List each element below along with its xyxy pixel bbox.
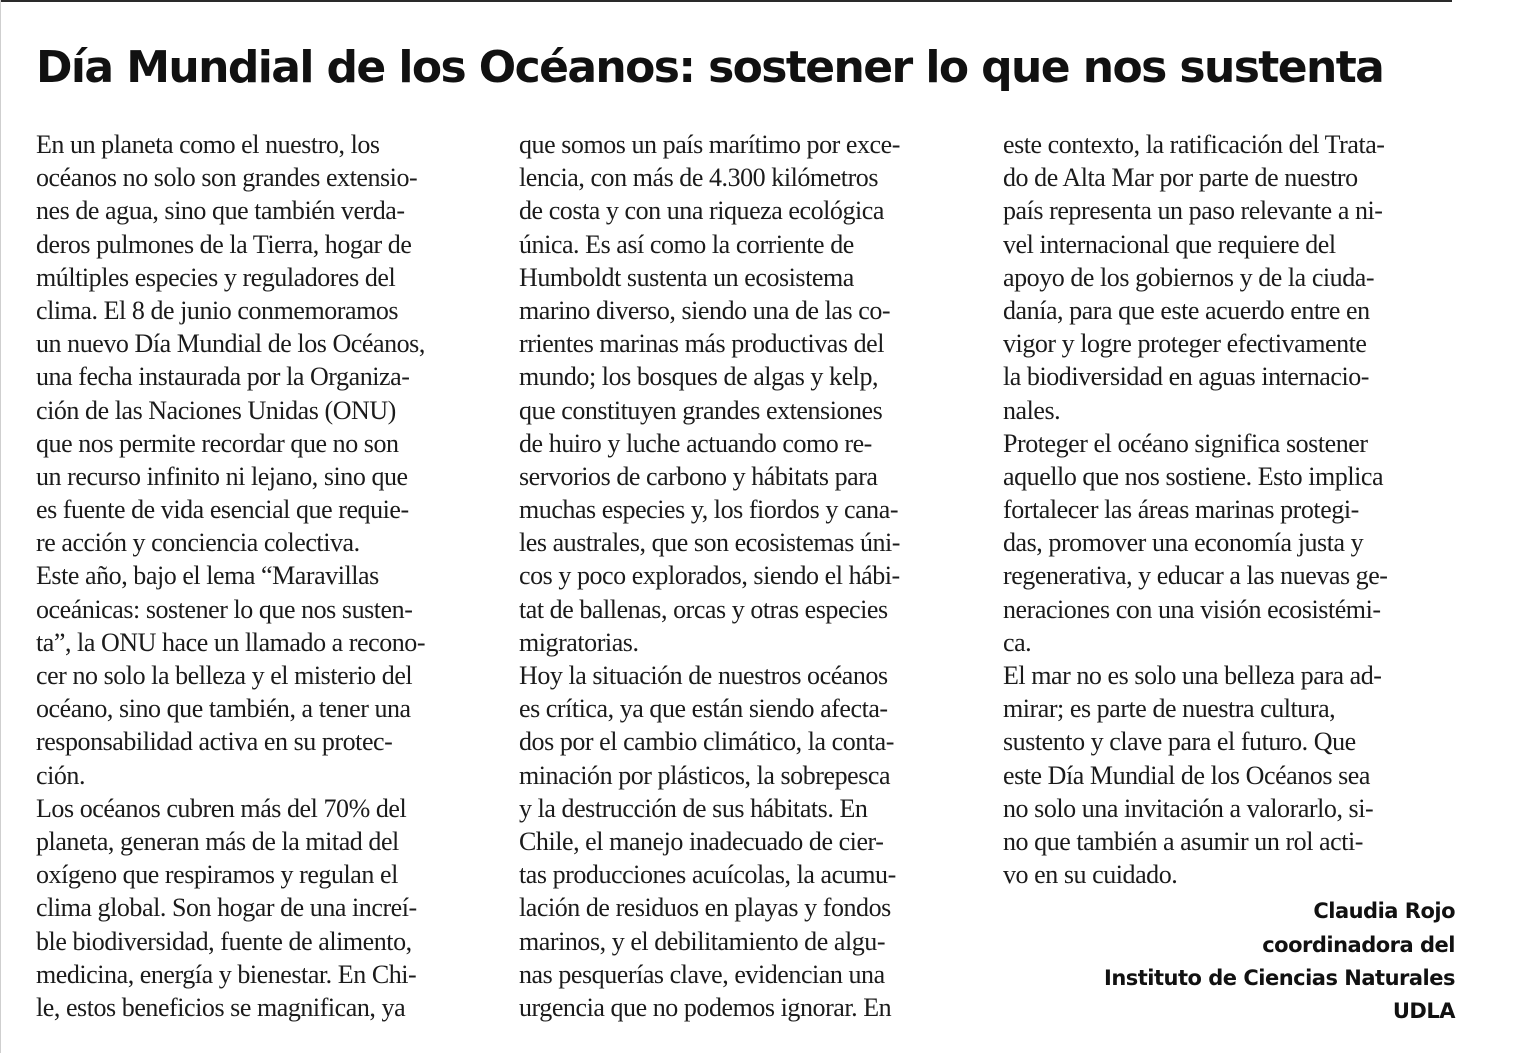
text-line: Hoy la situación de nuestros océanos xyxy=(519,661,888,690)
text-line: ción. xyxy=(36,760,86,790)
text-line: es fuente de vida esencial que requie- xyxy=(36,495,409,525)
text-line: sustento y clave para el futuro. Que xyxy=(1003,727,1356,757)
text-line: responsabilidad activa en su protec- xyxy=(36,727,393,757)
text-line: apoyo de los gobiernos y de la ciuda- xyxy=(1003,262,1375,292)
article-paragraph xyxy=(36,559,491,791)
text-line: un recurso infinito ni lejano, sino que xyxy=(36,461,408,491)
text-line: un nuevo Día Mundial de los Océanos, xyxy=(36,329,425,359)
author-signature xyxy=(1003,895,1455,1028)
text-line: vigor y logre proteger efectivamente xyxy=(1003,329,1367,359)
text-line: mirar; es parte de nuestra cultura, xyxy=(1003,694,1336,724)
text-line: rrientes marinas más productivas del xyxy=(519,329,885,359)
text-line: cos y poco explorados, siendo el hábi- xyxy=(519,561,900,591)
text-line: neraciones con una visión ecosistémi- xyxy=(1003,594,1381,624)
text-line: ble biodiversidad, fuente de alimento, xyxy=(36,926,412,956)
text-line: migratorias. xyxy=(519,627,639,657)
text-line: En un planeta como el nuestro, los xyxy=(36,130,380,159)
text-line: danía, para que este acuerdo entre en xyxy=(1003,295,1370,325)
text-line: Los océanos cubren más del 70% del xyxy=(36,793,407,823)
text-line: vo en su cuidado. xyxy=(1003,860,1178,890)
article-column-2 xyxy=(519,128,971,1024)
text-line: das, promover una economía justa y xyxy=(1003,528,1364,558)
text-line: fortalecer las áreas marinas protegi- xyxy=(1003,495,1359,525)
article-column-3 xyxy=(1003,128,1455,1028)
article-column-1 xyxy=(36,128,491,1024)
text-line: medicina, energía y bienestar. En Chi- xyxy=(36,959,417,989)
headline: Día Mundial de los Océanos: sostener lo que nos sustenta xyxy=(36,42,1384,93)
text-line: dos por el cambio climático, la conta- xyxy=(519,727,894,757)
page-edge xyxy=(0,0,1,1053)
text-line: nas pesquerías clave, evidencian una xyxy=(519,959,885,989)
article-paragraph xyxy=(1003,659,1455,891)
text-line: marinos, y el debilitamiento de algu- xyxy=(519,926,886,956)
article-paragraph xyxy=(1003,128,1455,427)
article-paragraph xyxy=(519,128,971,659)
article-paragraph xyxy=(36,792,491,1024)
author-university: UDLA xyxy=(1392,998,1455,1023)
text-line: servorios de carbono y hábitats para xyxy=(519,461,878,491)
text-line: no solo una invitación a valorarlo, si- xyxy=(1003,793,1374,823)
text-line: cer no solo la belleza y el misterio del xyxy=(36,661,413,690)
text-line: regenerativa, y educar a las nuevas ge- xyxy=(1003,561,1388,591)
text-line: nes de agua, sino que también verda- xyxy=(36,196,405,226)
text-line: mundo; los bosques de algas y kelp, xyxy=(519,362,879,392)
text-line: El mar no es solo una belleza para ad- xyxy=(1003,661,1382,690)
text-line: Humboldt sustenta un ecosistema xyxy=(519,262,854,292)
text-line: este contexto, la ratificación del Trata- xyxy=(1003,130,1385,159)
text-line: este Día Mundial de los Océanos sea xyxy=(1003,760,1370,790)
text-line: urgencia que no podemos ignorar. En xyxy=(519,992,892,1022)
text-line: re acción y conciencia colectiva. xyxy=(36,528,360,558)
text-line: vel internacional que requiere del xyxy=(1003,229,1336,259)
text-line: la biodiversidad en aguas internacio- xyxy=(1003,362,1369,392)
article-paragraph xyxy=(36,128,491,559)
text-line: y la destrucción de sus hábitats. En xyxy=(519,793,868,823)
text-line: minación por plásticos, la sobrepesca xyxy=(519,760,891,790)
text-line: aquello que nos sostiene. Esto implica xyxy=(1003,461,1384,491)
top-rule xyxy=(0,0,1452,2)
text-line: do de Alta Mar por parte de nuestro xyxy=(1003,163,1358,193)
text-line: clima. El 8 de junio conmemoramos xyxy=(36,295,399,325)
text-line: oxígeno que respiramos y regulan el xyxy=(36,860,398,890)
text-line: marino diverso, siendo una de las co- xyxy=(519,295,891,325)
text-line: es crítica, ya que están siendo afecta- xyxy=(519,694,888,724)
text-line: muchas especies y, los fiordos y cana- xyxy=(519,495,899,525)
text-line: planeta, generan más de la mitad del xyxy=(36,826,399,856)
author-institute: Instituto de Ciencias Naturales xyxy=(1104,965,1455,990)
author-role: coordinadora del xyxy=(1262,932,1455,957)
text-line: ción de las Naciones Unidas (ONU) xyxy=(36,395,396,425)
text-line: tas producciones acuícolas, la acumu- xyxy=(519,860,896,890)
text-line: que somos un país marítimo por exce- xyxy=(519,130,900,159)
text-line: le, estos beneficios se magnifican, ya xyxy=(36,992,406,1022)
text-line: les australes, que son ecosistemas úni- xyxy=(519,528,901,558)
text-line: lencia, con más de 4.300 kilómetros xyxy=(519,163,878,193)
article-paragraph xyxy=(1003,427,1455,659)
text-line: múltiples especies y reguladores del xyxy=(36,262,396,292)
text-line: de huiro y luche actuando como re- xyxy=(519,428,872,458)
text-line: clima global. Son hogar de una increí- xyxy=(36,893,417,923)
text-line: una fecha instaurada por la Organiza- xyxy=(36,362,410,392)
text-line: que nos permite recordar que no son xyxy=(36,428,399,458)
text-line: Este año, bajo el lema “Maravillas xyxy=(36,561,379,591)
text-line: océano, sino que también, a tener una xyxy=(36,694,411,724)
text-line: Chile, el manejo inadecuado de cier- xyxy=(519,826,884,856)
text-line: océanos no solo son grandes extensio- xyxy=(36,163,418,193)
text-line: ca. xyxy=(1003,627,1032,657)
text-line: deros pulmones de la Tierra, hogar de xyxy=(36,229,412,259)
text-line: nales. xyxy=(1003,395,1061,425)
text-line: oceánicas: sostener lo que nos susten- xyxy=(36,594,413,624)
text-line: lación de residuos en playas y fondos xyxy=(519,893,891,923)
author-name: Claudia Rojo xyxy=(1313,899,1455,924)
article-paragraph xyxy=(519,659,971,1024)
text-line: tat de ballenas, orcas y otras especies xyxy=(519,594,888,624)
text-line: no que también a asumir un rol acti- xyxy=(1003,826,1363,856)
text-line: ta”, la ONU hace un llamado a recono- xyxy=(36,627,426,657)
text-line: país representa un paso relevante a ni- xyxy=(1003,196,1383,226)
text-line: Proteger el océano significa sostener xyxy=(1003,428,1368,458)
text-line: que constituyen grandes extensiones xyxy=(519,395,883,425)
text-line: de costa y con una riqueza ecológica xyxy=(519,196,884,226)
text-line: única. Es así como la corriente de xyxy=(519,229,854,259)
